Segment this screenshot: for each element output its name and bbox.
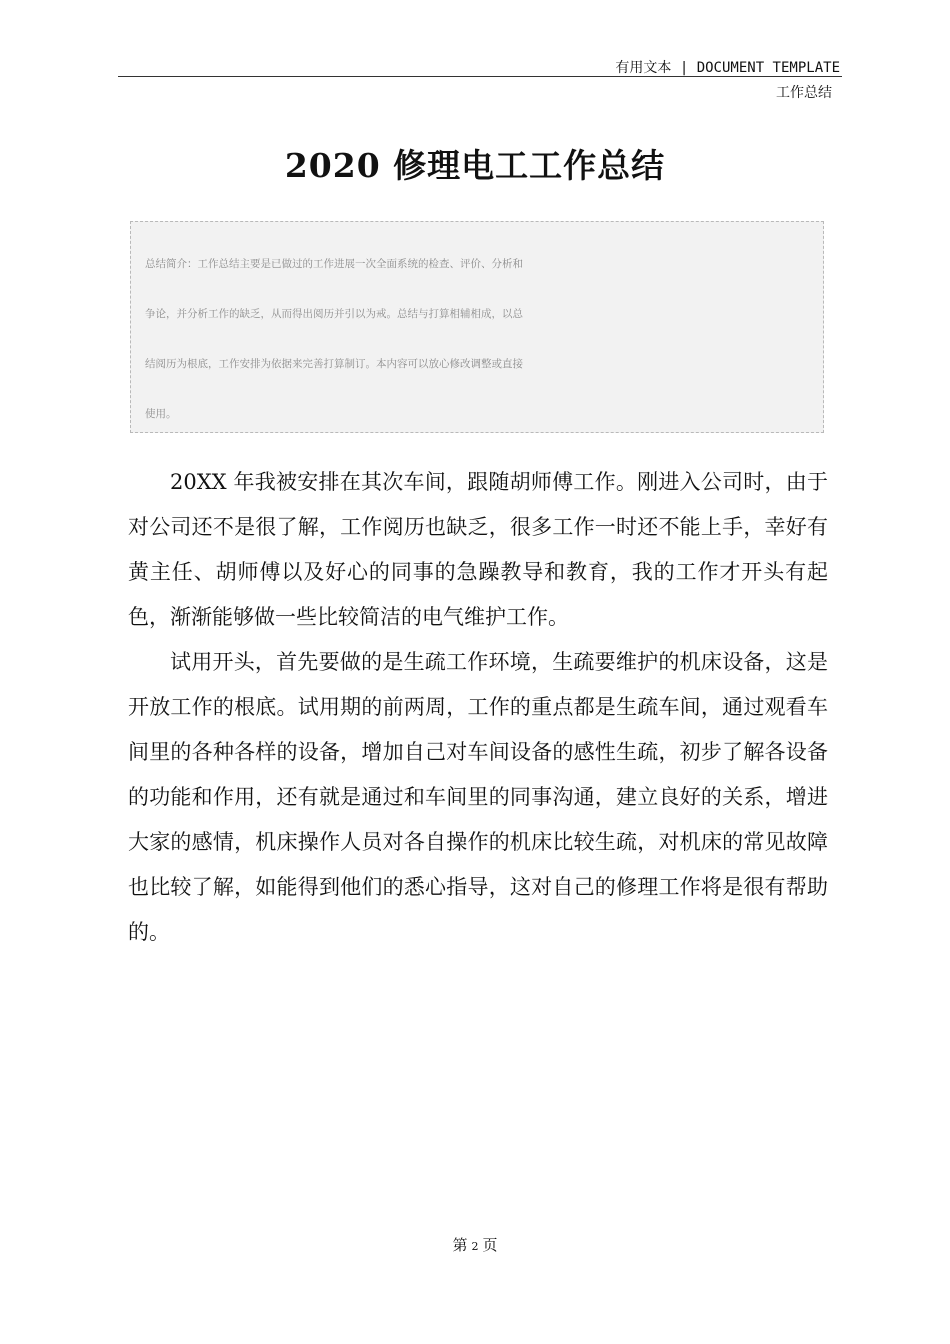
page-footer xyxy=(0,1234,950,1255)
summary-box xyxy=(130,221,824,433)
header-brand: 有用文本 xyxy=(615,60,672,76)
footer-prefix: 第 xyxy=(452,1236,468,1254)
paragraph: 试用开头，首先要做的是生疏工作环境，生疏要维护的机床设备，这是开放工作的根底。试用期的前两周，工作的重点都是生疏车间，通过观看车间里的各种各样的设备，增加自己对车间设备的感性生疏，初步了解各设备的功能和作用，还有就是通过和车间里的同事沟通，建立良好的关系，增进大家的感情，机床操作人员对各自操作的机床比较生疏，对机床的常见故障也比较了解，如能得到他们的悉心指导，这对自己的修理工作将是很有帮助的。 xyxy=(128,650,828,944)
page-number: 2 xyxy=(471,1240,479,1253)
page-header xyxy=(615,58,840,78)
footer-suffix: 页 xyxy=(482,1236,498,1254)
header-separator: | xyxy=(679,60,689,76)
paragraph: 20XX 年我被安排在其次车间，跟随胡师傅工作。刚进入公司时，由于对公司还不是很了解，工作阅历也缺乏，很多工作一时还不能上手，幸好有黄主任、胡师傅以及好心的同事的急躁教导和教育，我的工作才开头有起色，渐渐能够做一些比较简洁的电气维护工作。 xyxy=(128,470,828,629)
header-divider xyxy=(118,76,842,77)
header-category: 工作总结 xyxy=(776,85,832,101)
document-title: 2020 修理电工工作总结 xyxy=(284,146,666,185)
document-body xyxy=(128,460,828,955)
summary-text: 总结简介：工作总结主要是已做过的工作进展一次全面系统的检查、评价、分析和争论，并分析工作的缺乏，从而得出阅历并引以为戒。总结与打算相辅相成，以总结阅历为根底，工作安排为依据来完善打算制订。本内容可以放心修改调整或直接使用。 xyxy=(145,258,523,420)
header-template-label: DOCUMENT TEMPLATE xyxy=(696,60,840,76)
